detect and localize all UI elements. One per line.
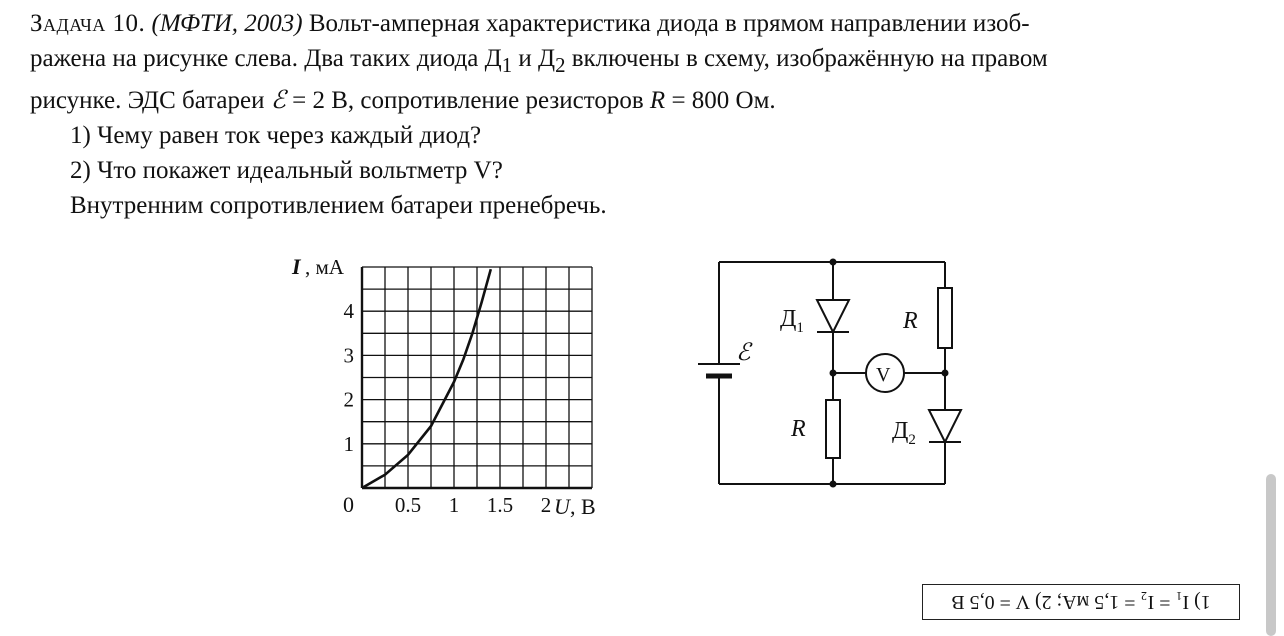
note: Внутренним сопротивлением батареи пренебречь.	[70, 192, 607, 219]
diode-d1-icon	[817, 300, 849, 332]
line2-c: включены в схему, изображённую на правом	[565, 45, 1048, 72]
y-tick-label: 2	[343, 387, 354, 412]
x-axis-unit: , В	[570, 494, 596, 519]
answer-box	[922, 584, 1240, 620]
figures	[0, 240, 1284, 530]
emf-symbol: ℰ	[270, 87, 286, 114]
y-tick-label: 3	[343, 343, 354, 368]
x-tick-label: 1	[448, 493, 460, 517]
chart-grid	[362, 267, 592, 488]
resistor-bottom-icon	[826, 400, 840, 458]
r-symbol: R	[649, 87, 666, 114]
d1-label	[780, 306, 804, 336]
question-2: 2) Что покажет идеальный вольтметр V?	[70, 157, 503, 184]
line2-b: и Д	[512, 45, 556, 72]
x-tick-label: 1.5	[486, 493, 514, 517]
d1-label-text: Д	[780, 306, 797, 332]
iv-curve	[362, 269, 491, 488]
d2-label	[892, 418, 916, 448]
origin-label: 0	[343, 492, 354, 517]
problem-line1-text: Вольт-амперная характеристика диода в прямом направлении изоб-	[308, 10, 1030, 37]
emf-label: ℰ	[736, 340, 751, 366]
x-tick-label: 2	[540, 493, 552, 517]
y-tick-label: 4	[343, 299, 354, 324]
diode-d2-icon	[929, 410, 961, 442]
line3-c: = 800 Ом.	[665, 87, 776, 114]
x-tick-label: 0.5	[394, 493, 422, 517]
line2-sub2: 2	[555, 53, 566, 77]
d2-label-text: Д	[892, 418, 909, 444]
problem-line-3	[30, 83, 1250, 118]
junction-dot	[830, 481, 837, 488]
junction-dot	[942, 370, 949, 377]
scrollbar[interactable]	[1266, 474, 1276, 636]
y-axis-var: I	[292, 254, 301, 279]
problem-text	[30, 6, 1250, 223]
r-bottom-label: R	[791, 416, 806, 442]
line3-b: = 2 В, сопротивление резисторов	[285, 87, 650, 114]
chart-tick-labels	[344, 299, 552, 517]
d1-label-sub: 1	[796, 320, 804, 336]
problem-label: Задача 10.	[30, 10, 146, 37]
resistor-top-icon	[938, 288, 952, 348]
line2-sub1: 1	[501, 53, 513, 77]
r-top-label: R	[903, 308, 918, 334]
problem-line-1	[30, 6, 1250, 41]
problem-source: (МФТИ, 2003)	[151, 10, 303, 37]
answer-text: 1) I₁ = I₂ = 1,5 мА; 2) V = 0,5 В	[951, 591, 1211, 614]
junction-dot	[830, 370, 837, 377]
line3-a: рисунке. ЭДС батареи	[30, 87, 271, 114]
junction-dot	[830, 259, 837, 266]
y-tick-label: 1	[343, 431, 354, 456]
y-axis-unit: , мА	[305, 255, 344, 279]
iv-chart	[291, 254, 596, 519]
line2-a: ражена на рисунке слева. Два таких диода Д	[30, 45, 502, 72]
voltmeter-label: V	[876, 364, 891, 386]
problem-line-2	[30, 41, 1250, 83]
x-axis-var: U	[554, 494, 570, 519]
circuit	[698, 259, 961, 488]
question-1: 1) Чему равен ток через каждый диод?	[70, 122, 482, 149]
d2-label-sub: 2	[908, 432, 916, 448]
